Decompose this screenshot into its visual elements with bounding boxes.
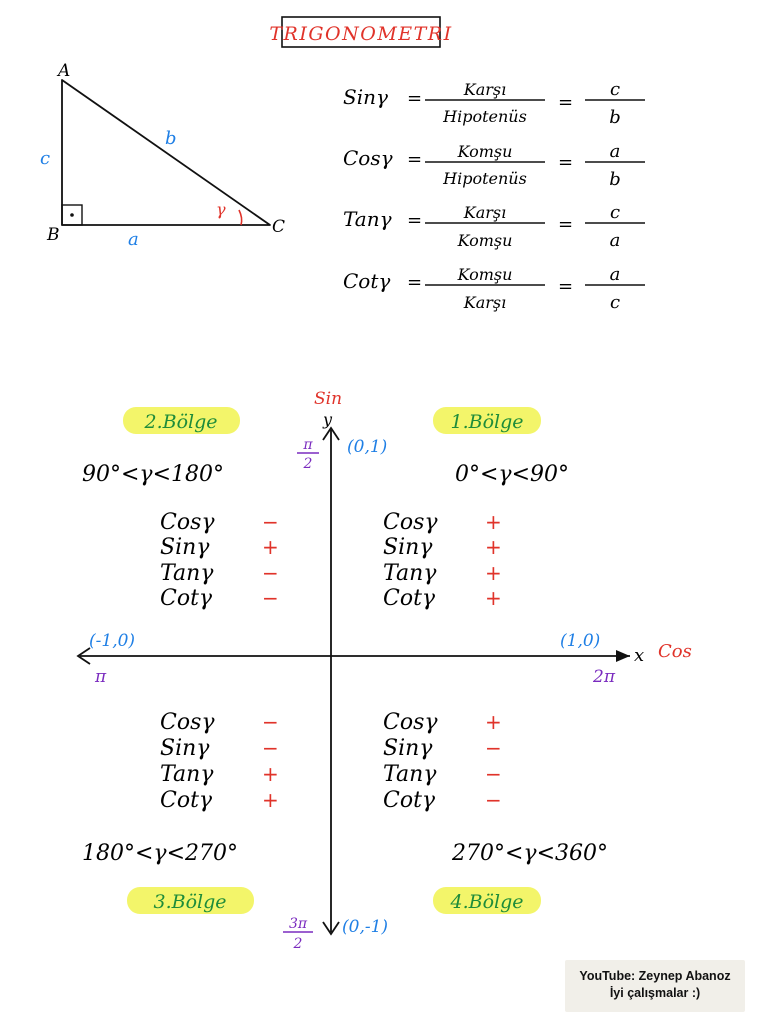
formula-cot xyxy=(343,264,645,313)
ratio-numerator: a xyxy=(609,141,621,162)
vertex-c: C xyxy=(272,217,286,237)
formula-eq-2: = xyxy=(558,152,574,173)
x-axis-arrow-right xyxy=(616,650,630,662)
angle-half-pi-den: 2 xyxy=(303,456,313,472)
sign-row-sign: − xyxy=(262,510,279,534)
formula-eq-1: = xyxy=(407,88,423,109)
side-c-label: c xyxy=(40,148,51,169)
footer-credit xyxy=(565,960,745,1012)
footer-greeting: İyi çalışmalar :) xyxy=(609,986,701,1000)
sign-row-sign: − xyxy=(262,586,279,610)
formula-eq-2: = xyxy=(558,276,574,297)
vertex-b: B xyxy=(47,225,60,245)
sign-row-name: Sinγ xyxy=(383,535,433,560)
formula-numerator: Karşı xyxy=(463,203,507,222)
point-right: (1,0) xyxy=(560,631,601,651)
ratio-denominator: a xyxy=(609,230,621,251)
region-3-sign-table xyxy=(160,710,279,813)
angle-gamma-label: γ xyxy=(216,200,226,219)
formula-eq-1: = xyxy=(407,149,423,170)
sign-row-sign: + xyxy=(262,535,279,559)
formula-numerator: Karşı xyxy=(463,80,507,99)
triangle-outline xyxy=(62,80,270,225)
sign-row-name: Sinγ xyxy=(160,736,210,761)
point-top: (0,1) xyxy=(347,437,388,457)
sign-row-name: Cotγ xyxy=(383,788,436,813)
region-3-label: 3.Bölge xyxy=(153,891,227,913)
point-bottom: (0,-1) xyxy=(342,917,389,937)
formula-denominator: Hipotenüs xyxy=(443,107,527,126)
sign-row-name: Tanγ xyxy=(383,561,437,586)
formula-tan xyxy=(343,202,645,251)
sign-row-sign: + xyxy=(485,535,502,559)
sign-row-sign: − xyxy=(485,762,502,786)
formula-denominator: Komşu xyxy=(457,231,513,250)
sign-row-sign: − xyxy=(485,736,502,760)
sign-row-sign: + xyxy=(485,586,502,610)
formula-numerator: Komşu xyxy=(457,265,513,284)
x-axis-letter: x xyxy=(634,645,645,666)
ratio-numerator: c xyxy=(609,202,621,223)
sign-row-name: Cosγ xyxy=(160,510,215,535)
formula-eq-1: = xyxy=(407,210,423,231)
region-3-range: 180°<γ<270° xyxy=(82,841,238,866)
right-triangle xyxy=(40,61,285,250)
sign-row-sign: + xyxy=(485,710,502,734)
region-4-sign-table xyxy=(383,710,502,813)
formula-func: Tanγ xyxy=(343,207,392,231)
region-2-sign-table xyxy=(160,510,279,611)
sign-row-name: Cotγ xyxy=(383,586,436,611)
formula-func: Sinγ xyxy=(343,85,388,109)
region-1-sign-table xyxy=(383,510,502,611)
sign-row-name: Tanγ xyxy=(160,561,214,586)
angle-three-half-pi-den: 2 xyxy=(293,936,303,952)
y-axis-letter: y xyxy=(323,410,333,429)
angle-two-pi-label: 2π xyxy=(593,667,615,687)
sign-row-name: Cosγ xyxy=(383,510,438,535)
sign-row-name: Cotγ xyxy=(160,788,213,813)
formula-numerator: Komşu xyxy=(457,142,513,161)
sign-row-sign: + xyxy=(485,510,502,534)
sign-row-name: Cosγ xyxy=(383,710,438,735)
sign-row-sign: − xyxy=(262,736,279,760)
formula-denominator: Hipotenüs xyxy=(443,169,527,188)
sign-row-sign: + xyxy=(485,561,502,585)
region-1-label: 1.Bölge xyxy=(450,411,524,433)
sign-row-name: Sinγ xyxy=(383,736,433,761)
region-3-header xyxy=(127,887,254,914)
ratio-numerator: c xyxy=(609,79,621,100)
sign-row-sign: + xyxy=(262,788,279,812)
right-angle-dot xyxy=(70,213,74,217)
y-axis-name: Sin xyxy=(314,389,343,409)
sign-row-sign: + xyxy=(262,762,279,786)
sign-row-name: Tanγ xyxy=(160,762,214,787)
formula-eq-2: = xyxy=(558,214,574,235)
formula-func: Cotγ xyxy=(343,269,391,293)
region-4-label: 4.Bölge xyxy=(450,891,524,913)
angle-three-half-pi-num: 3π xyxy=(288,916,308,932)
region-2-range: 90°<γ<180° xyxy=(82,462,225,487)
ratio-denominator: c xyxy=(609,292,621,313)
sign-row-sign: − xyxy=(262,561,279,585)
region-1-header xyxy=(433,407,541,434)
formula-block xyxy=(343,79,645,313)
ratio-denominator: b xyxy=(609,107,621,128)
region-2-header xyxy=(123,407,240,434)
page-title: TRIGONOMETRI xyxy=(269,23,453,45)
side-b-label: b xyxy=(165,128,177,149)
vertex-a: A xyxy=(58,61,71,81)
ratio-denominator: b xyxy=(609,169,621,190)
formula-cos xyxy=(343,141,645,190)
angle-pi-label: π xyxy=(95,667,107,687)
formula-eq-1: = xyxy=(407,272,423,293)
angle-half-pi-num: π xyxy=(303,437,313,453)
side-a-label: a xyxy=(128,229,139,250)
formula-sin xyxy=(343,79,645,128)
region-2-label: 2.Bölge xyxy=(144,411,218,433)
sign-row-name: Sinγ xyxy=(160,535,210,560)
sign-row-sign: − xyxy=(262,710,279,734)
formula-denominator: Karşı xyxy=(463,293,507,312)
region-4-header xyxy=(433,887,541,914)
formula-func: Cosγ xyxy=(343,146,393,170)
sign-row-name: Cotγ xyxy=(160,586,213,611)
region-4-range: 270°<γ<360° xyxy=(452,841,608,866)
sign-row-sign: − xyxy=(485,788,502,812)
ratio-numerator: a xyxy=(609,264,621,285)
point-left: (-1,0) xyxy=(89,631,136,651)
sign-row-name: Tanγ xyxy=(383,762,437,787)
x-axis-name: Cos xyxy=(658,641,692,662)
formula-eq-2: = xyxy=(558,92,574,113)
footer-youtube: YouTube: Zeynep Abanoz xyxy=(579,969,731,983)
sign-row-name: Cosγ xyxy=(160,710,215,735)
region-1-range: 0°<γ<90° xyxy=(455,462,570,487)
angle-arc xyxy=(239,210,242,225)
